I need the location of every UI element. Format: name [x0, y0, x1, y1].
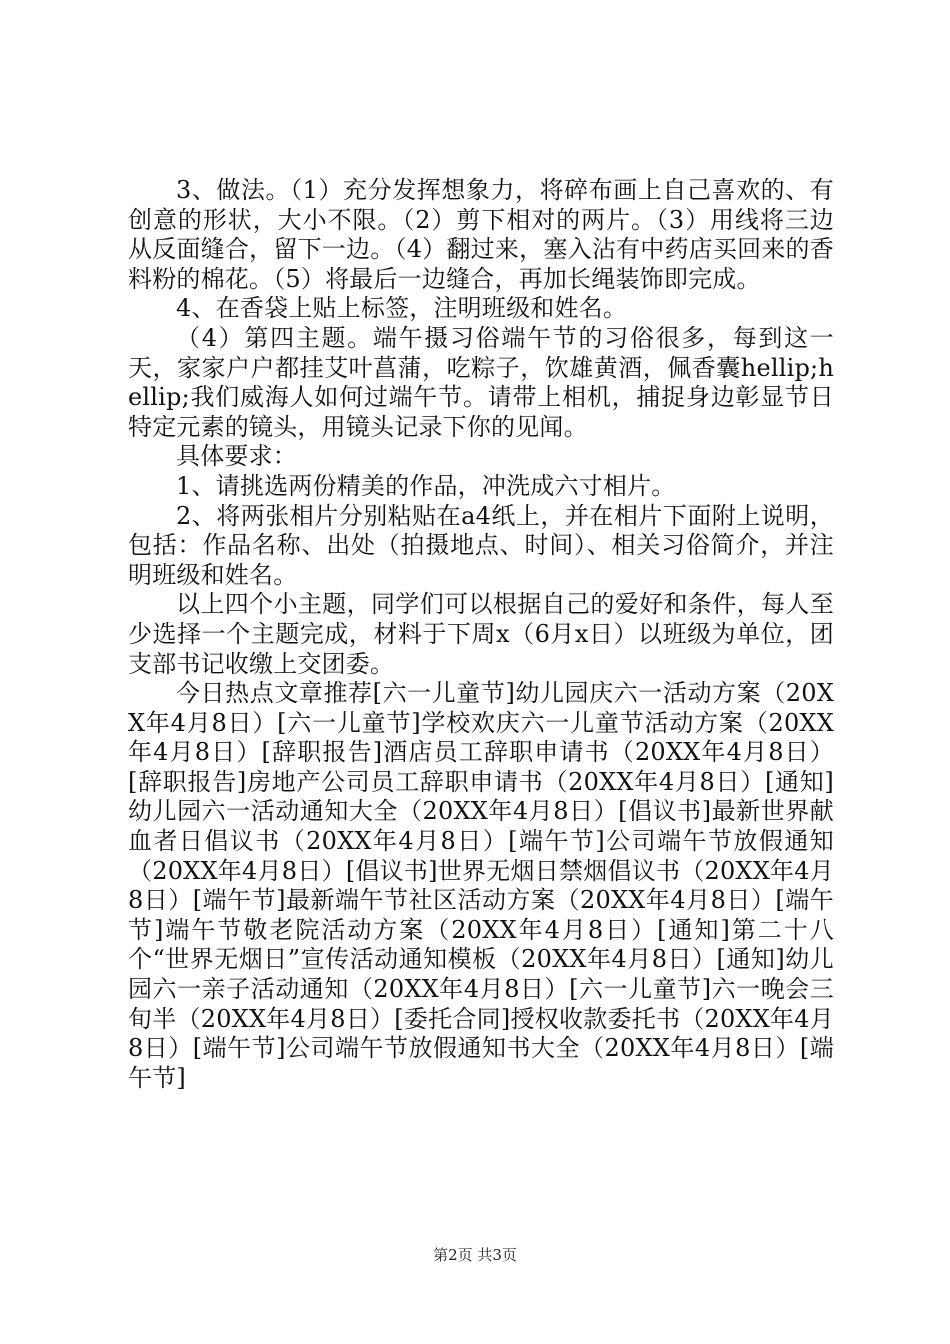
paragraph-recommended-articles: 今日热点文章推荐[六一儿童节]幼儿园庆六一活动方案（20XX年4月8日）[六一儿童节]学校欢庆六一儿童节活动方案（20XX年4月8日）[辞职报告]酒店员工辞职申请书（20XX年4月8日）[辞职报告]房地产公司员工辞职申请书（20XX年4月8日）[通知]幼儿园六一活动通知大全（20XX年4月8日）[倡议书]最新世界献血者日倡议书（20XX年4月8日）[端午节]公司端午节放假通知（20XX年4月8日）[倡议书]世界无烟日禁烟倡议书（20XX年4月8日）[端午节]最新端午节社区活动方案（20XX年4月8日）[端午节]端午节敬老院活动方案（20XX年4月8日）[通知]第二十八个“世界无烟日”宣传活动通知模板（20XX年4月8日）[通知]幼儿园六一亲子活动通知（20XX年4月8日）[六一儿童节]六一晚会三旬半（20XX年4月8日）[委托合同]授权收款委托书（20XX年4月8日）[端午节]公司端午节放假通知书大全（20XX年4月8日）[端午节]	[128, 679, 834, 1092]
page-number-footer: 第2页 共3页	[433, 1246, 517, 1264]
document-body	[128, 176, 834, 1093]
paragraph-requirements-heading: 具体要求：	[176, 442, 297, 471]
paragraph-method: 3、做法。（1）充分发挥想象力，将碎布画上自己喜欢的、有创意的形状，大小不限。（2）剪下相对的两片。（3）用线将三边从反面缝合，留下一边。（4）翻过来，塞入沾有中药店买回来的香料粉的棉花。（5）将最后一边缝合，再加长绳装饰即完成。	[128, 176, 834, 293]
paragraph-label-step: 4、在香袋上贴上标签，注明班级和姓名。	[176, 294, 628, 323]
paragraph-summary: 以上四个小主题，同学们可以根据自己的爱好和条件，每人至少选择一个主题完成，材料于下周x（6月x日）以班级为单位，团支部书记收缴上交团委。	[128, 590, 834, 678]
paragraph-requirement-one: 1、请挑选两份精美的作品，冲洗成六寸相片。	[176, 471, 676, 500]
paragraph-theme-four: （4）第四主题。端午摄习俗端午节的习俗很多，每到这一天，家家户户都挂艾叶菖蒲，吃粽子，饮雄黄酒，佩香囊hellip;hellip;我们威海人如何过端午节。请带上相机，捕捉身边彰显节日特定元素的镜头，用镜头记录下你的见闻。	[128, 323, 834, 441]
paragraph-requirement-two: 2、将两张相片分别粘贴在a4纸上，并在相片下面附上说明，包括：作品名称、出处（拍摄地点、时间）、相关习俗简介，并注明班级和姓名。	[128, 501, 834, 589]
